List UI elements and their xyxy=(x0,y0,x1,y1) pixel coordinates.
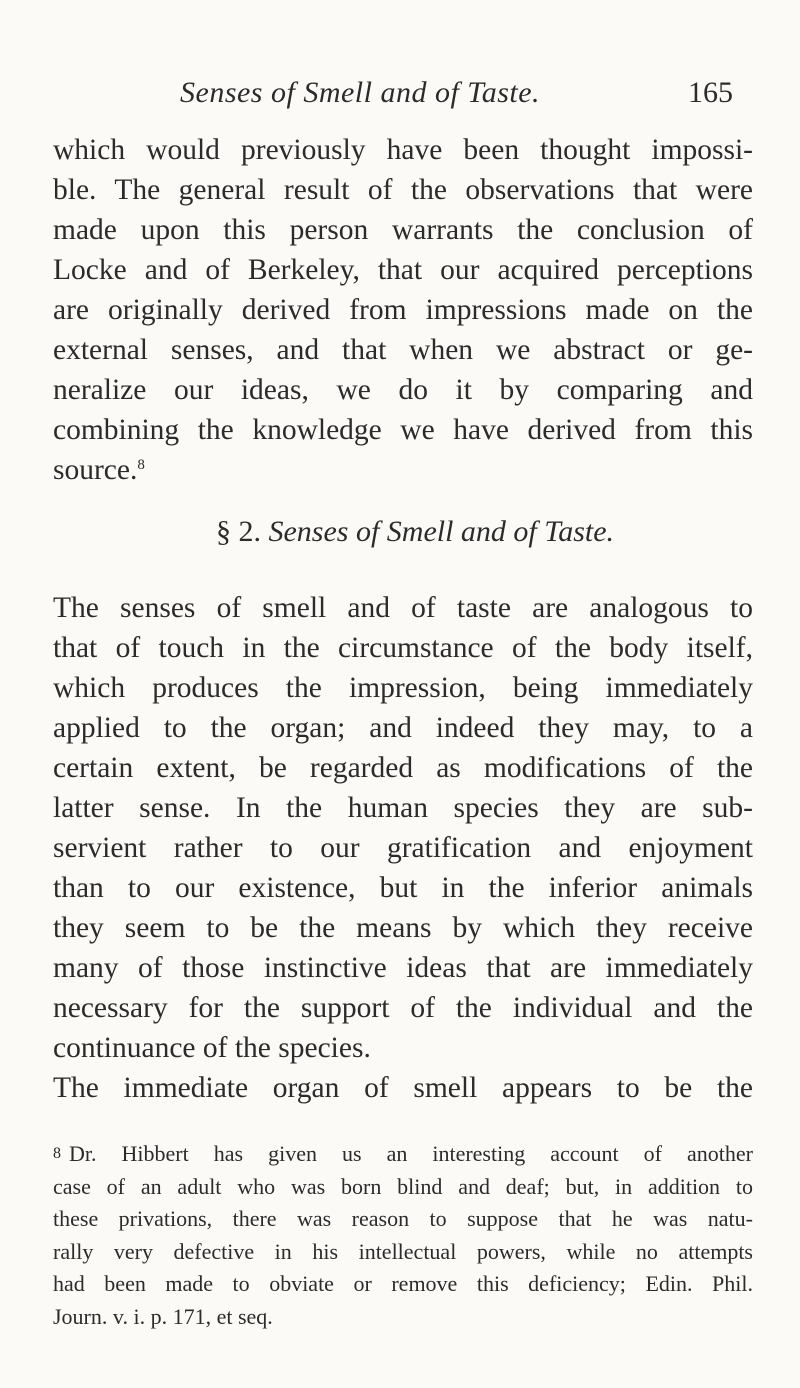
page-number: 165 xyxy=(688,76,733,109)
text-line: than to our existence, but in the inferior animals xyxy=(53,872,753,904)
section-heading xyxy=(0,515,800,549)
footnote-line: had been made to obviate or remove this deficiency; Edin. Phil. xyxy=(53,1271,753,1296)
text-line: which would previously have been thought impossi- xyxy=(53,134,753,166)
text-line: latter sense. In the human species they are sub- xyxy=(53,792,753,824)
text-line: which produces the impression, being immediately xyxy=(53,672,753,704)
running-head xyxy=(0,76,800,116)
text-line: certain extent, be regarded as modifications of the xyxy=(53,752,753,784)
text-line: that of touch in the circumstance of the body itself, xyxy=(53,632,753,664)
footnote xyxy=(53,1138,753,1333)
paragraph-2 xyxy=(53,588,753,1108)
footnote-reference: 8 xyxy=(137,457,145,473)
text-line: neralize our ideas, we do it by comparing and xyxy=(53,374,753,406)
text-line-last xyxy=(53,450,753,490)
footnote-line: these privations, there was reason to suppose that he was natu- xyxy=(53,1206,753,1231)
text-line: are originally derived from impressions made on the xyxy=(53,294,753,326)
footnote-number: 8 xyxy=(53,1145,61,1162)
footnote-line: rally very defective in his intellectual powers, while no attempts xyxy=(53,1238,753,1264)
text-line: made upon this person warrants the conclusion of xyxy=(53,214,753,246)
text-line: necessary for the support of the individual and the xyxy=(53,992,753,1024)
section-mark: § 2. xyxy=(215,515,261,548)
footnote-line-last: Journ. v. i. p. 171, et seq. xyxy=(53,1303,273,1329)
footnote-text: Dr. Hibbert has given us an interesting account of another xyxy=(69,1141,753,1166)
text-fragment: source. xyxy=(53,454,138,486)
text-line: many of those instinctive ideas that are immediately xyxy=(53,952,753,984)
text-line-paragraph-3: The immediate organ of smell appears to be the xyxy=(53,1072,753,1104)
running-title: Senses of Smell and of Taste. xyxy=(180,76,541,109)
text-line: they seem to be the means by which they receive xyxy=(53,912,753,944)
text-line: combining the knowledge we have derived from this xyxy=(53,414,753,446)
text-line-last: continuance of the species. xyxy=(53,1032,371,1064)
text-line: servient rather to our gratification and enjoyment xyxy=(53,832,753,864)
text-line: ble. The general result of the observations that were xyxy=(53,174,753,206)
text-line: The senses of smell and of taste are analogous to xyxy=(53,592,753,624)
text-line: applied to the organ; and indeed they may, to a xyxy=(53,712,753,744)
footnote-line: case of an adult who was born blind and deaf; but, in addition to xyxy=(53,1173,753,1199)
paragraph-1 xyxy=(53,130,753,490)
footnote-line xyxy=(53,1138,753,1171)
text-line: external senses, and that when we abstract or ge- xyxy=(53,334,753,366)
section-title: Senses of Smell and of Taste. xyxy=(268,515,615,548)
text-line: Locke and of Berkeley, that our acquired perceptions xyxy=(53,254,753,286)
